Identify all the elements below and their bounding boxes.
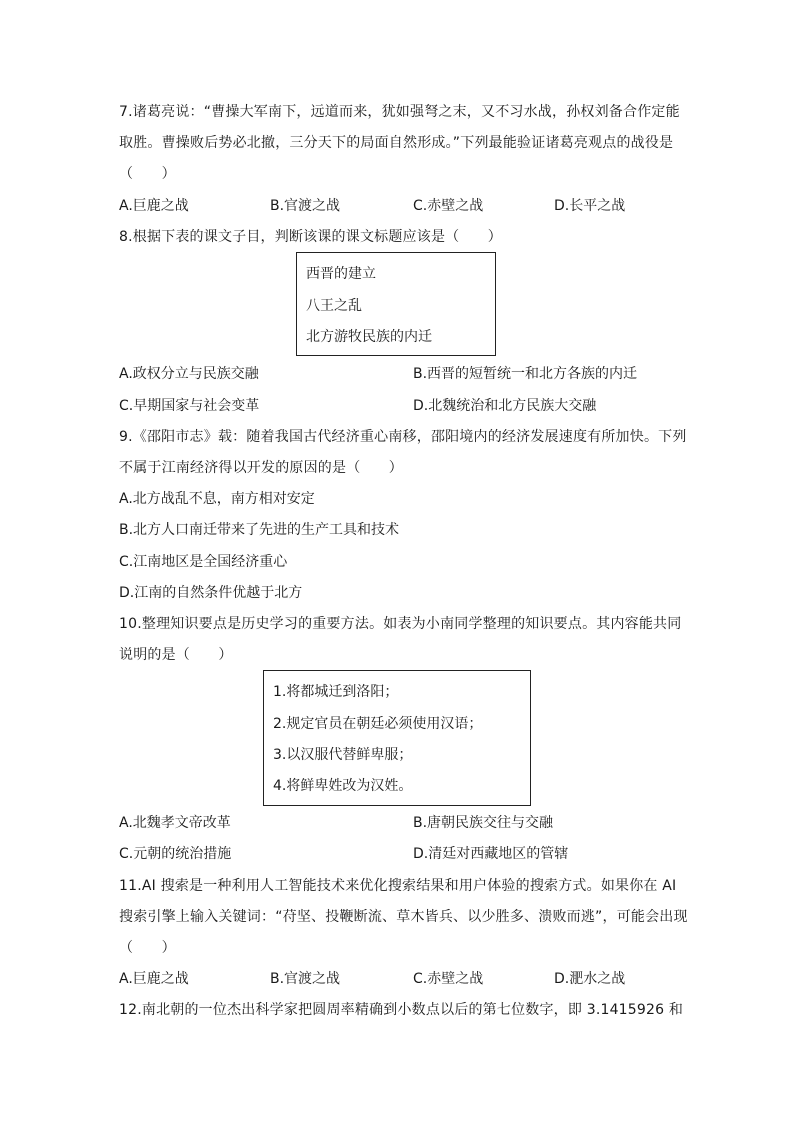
q11-stem-line2: 搜索引擎上输入关键词：“苻坚、投鞭断流、草木皆兵、以少胜多、溃败而逃”，可能会出现 (119, 909, 688, 925)
q7-option-b[interactable]: B.官渡之战 (270, 198, 341, 214)
q10-option-d[interactable]: D.清廷对西藏地区的管辖 (413, 846, 569, 862)
q12-stem-line1: 12.南北朝的一位杰出科学家把圆周率精确到小数点以后的第七位数字，即 3.1415926 和 (119, 1002, 684, 1018)
q7-option-c[interactable]: C.赤壁之战 (413, 198, 484, 214)
q10-option-c[interactable]: C.元朝的统治措施 (119, 846, 232, 862)
q8-stem-line1: 8.根据下表的课文子目，判断该课的课文标题应该是（ ） (119, 229, 502, 245)
q8-subheading-1: 西晋的建立 (306, 266, 376, 282)
q10-option-a[interactable]: A.北魏孝文帝改革 (119, 815, 231, 831)
q10-stem-line2: 说明的是（ ） (119, 647, 233, 663)
q10-knowledge-table (263, 670, 531, 806)
q9-option-a[interactable]: A.北方战乱不息，南方相对安定 (119, 491, 315, 507)
q10-point-3: 3.以汉服代替鲜卑服； (273, 747, 413, 763)
q8-option-c[interactable]: C.早期国家与社会变革 (119, 398, 260, 414)
q8-option-b[interactable]: B.西晋的短暂统一和北方各族的内迁 (413, 366, 638, 382)
q9-option-c[interactable]: C.江南地区是全国经济重心 (119, 554, 288, 570)
q11-answer-paren: （ ） (119, 940, 176, 956)
q8-option-d[interactable]: D.北魏统治和北方民族大交融 (413, 398, 597, 414)
q7-answer-paren: （ ） (119, 166, 176, 182)
q7-stem-line2: 取胜。曹操败后势必北撤，三分天下的局面自然形成。”下列最能验证诸葛亮观点的战役是 (119, 135, 674, 151)
q8-subheading-3: 北方游牧民族的内迁 (306, 329, 432, 345)
q10-point-2: 2.规定官员在朝廷必须使用汉语； (273, 716, 483, 732)
q11-option-c[interactable]: C.赤壁之战 (413, 971, 484, 987)
q10-point-1: 1.将都城迁到洛阳； (273, 684, 399, 700)
q8-subheading-2: 八王之乱 (306, 298, 362, 314)
q9-stem-line2: 不属于江南经济得以开发的原因的是（ ） (119, 460, 403, 476)
q9-stem-line1: 9.《邵阳市志》载：随着我国古代经济重心南移，邵阳境内的经济发展速度有所加快。下列 (119, 429, 687, 445)
q8-subheading-table (296, 252, 496, 356)
q11-option-a[interactable]: A.巨鹿之战 (119, 971, 189, 987)
q7-option-d[interactable]: D.长平之战 (554, 198, 626, 214)
q10-option-b[interactable]: B.唐朝民族交往与交融 (413, 815, 554, 831)
q9-option-b[interactable]: B.北方人口南迁带来了先进的生产工具和技术 (119, 522, 400, 538)
q7-option-a[interactable]: A.巨鹿之战 (119, 198, 189, 214)
q11-stem-line1: 11.AI 搜索是一种利用人工智能技术来优化搜索结果和用户体验的搜索方式。如果你在 AI (119, 878, 677, 894)
q11-option-b[interactable]: B.官渡之战 (270, 971, 341, 987)
q8-option-a[interactable]: A.政权分立与民族交融 (119, 366, 259, 382)
q10-stem-line1: 10.整理知识要点是历史学习的重要方法。如表为小南同学整理的知识要点。其内容能共同 (119, 616, 682, 632)
q9-option-d[interactable]: D.江南的自然条件优越于北方 (119, 585, 303, 601)
q7-stem-line1: 7.诸葛亮说：“曹操大军南下，远道而来，犹如强弩之末，又不习水战，孙权刘备合作定能 (119, 104, 680, 120)
q10-point-4: 4.将鲜卑姓改为汉姓。 (273, 778, 413, 794)
q11-option-d[interactable]: D.淝水之战 (554, 971, 626, 987)
